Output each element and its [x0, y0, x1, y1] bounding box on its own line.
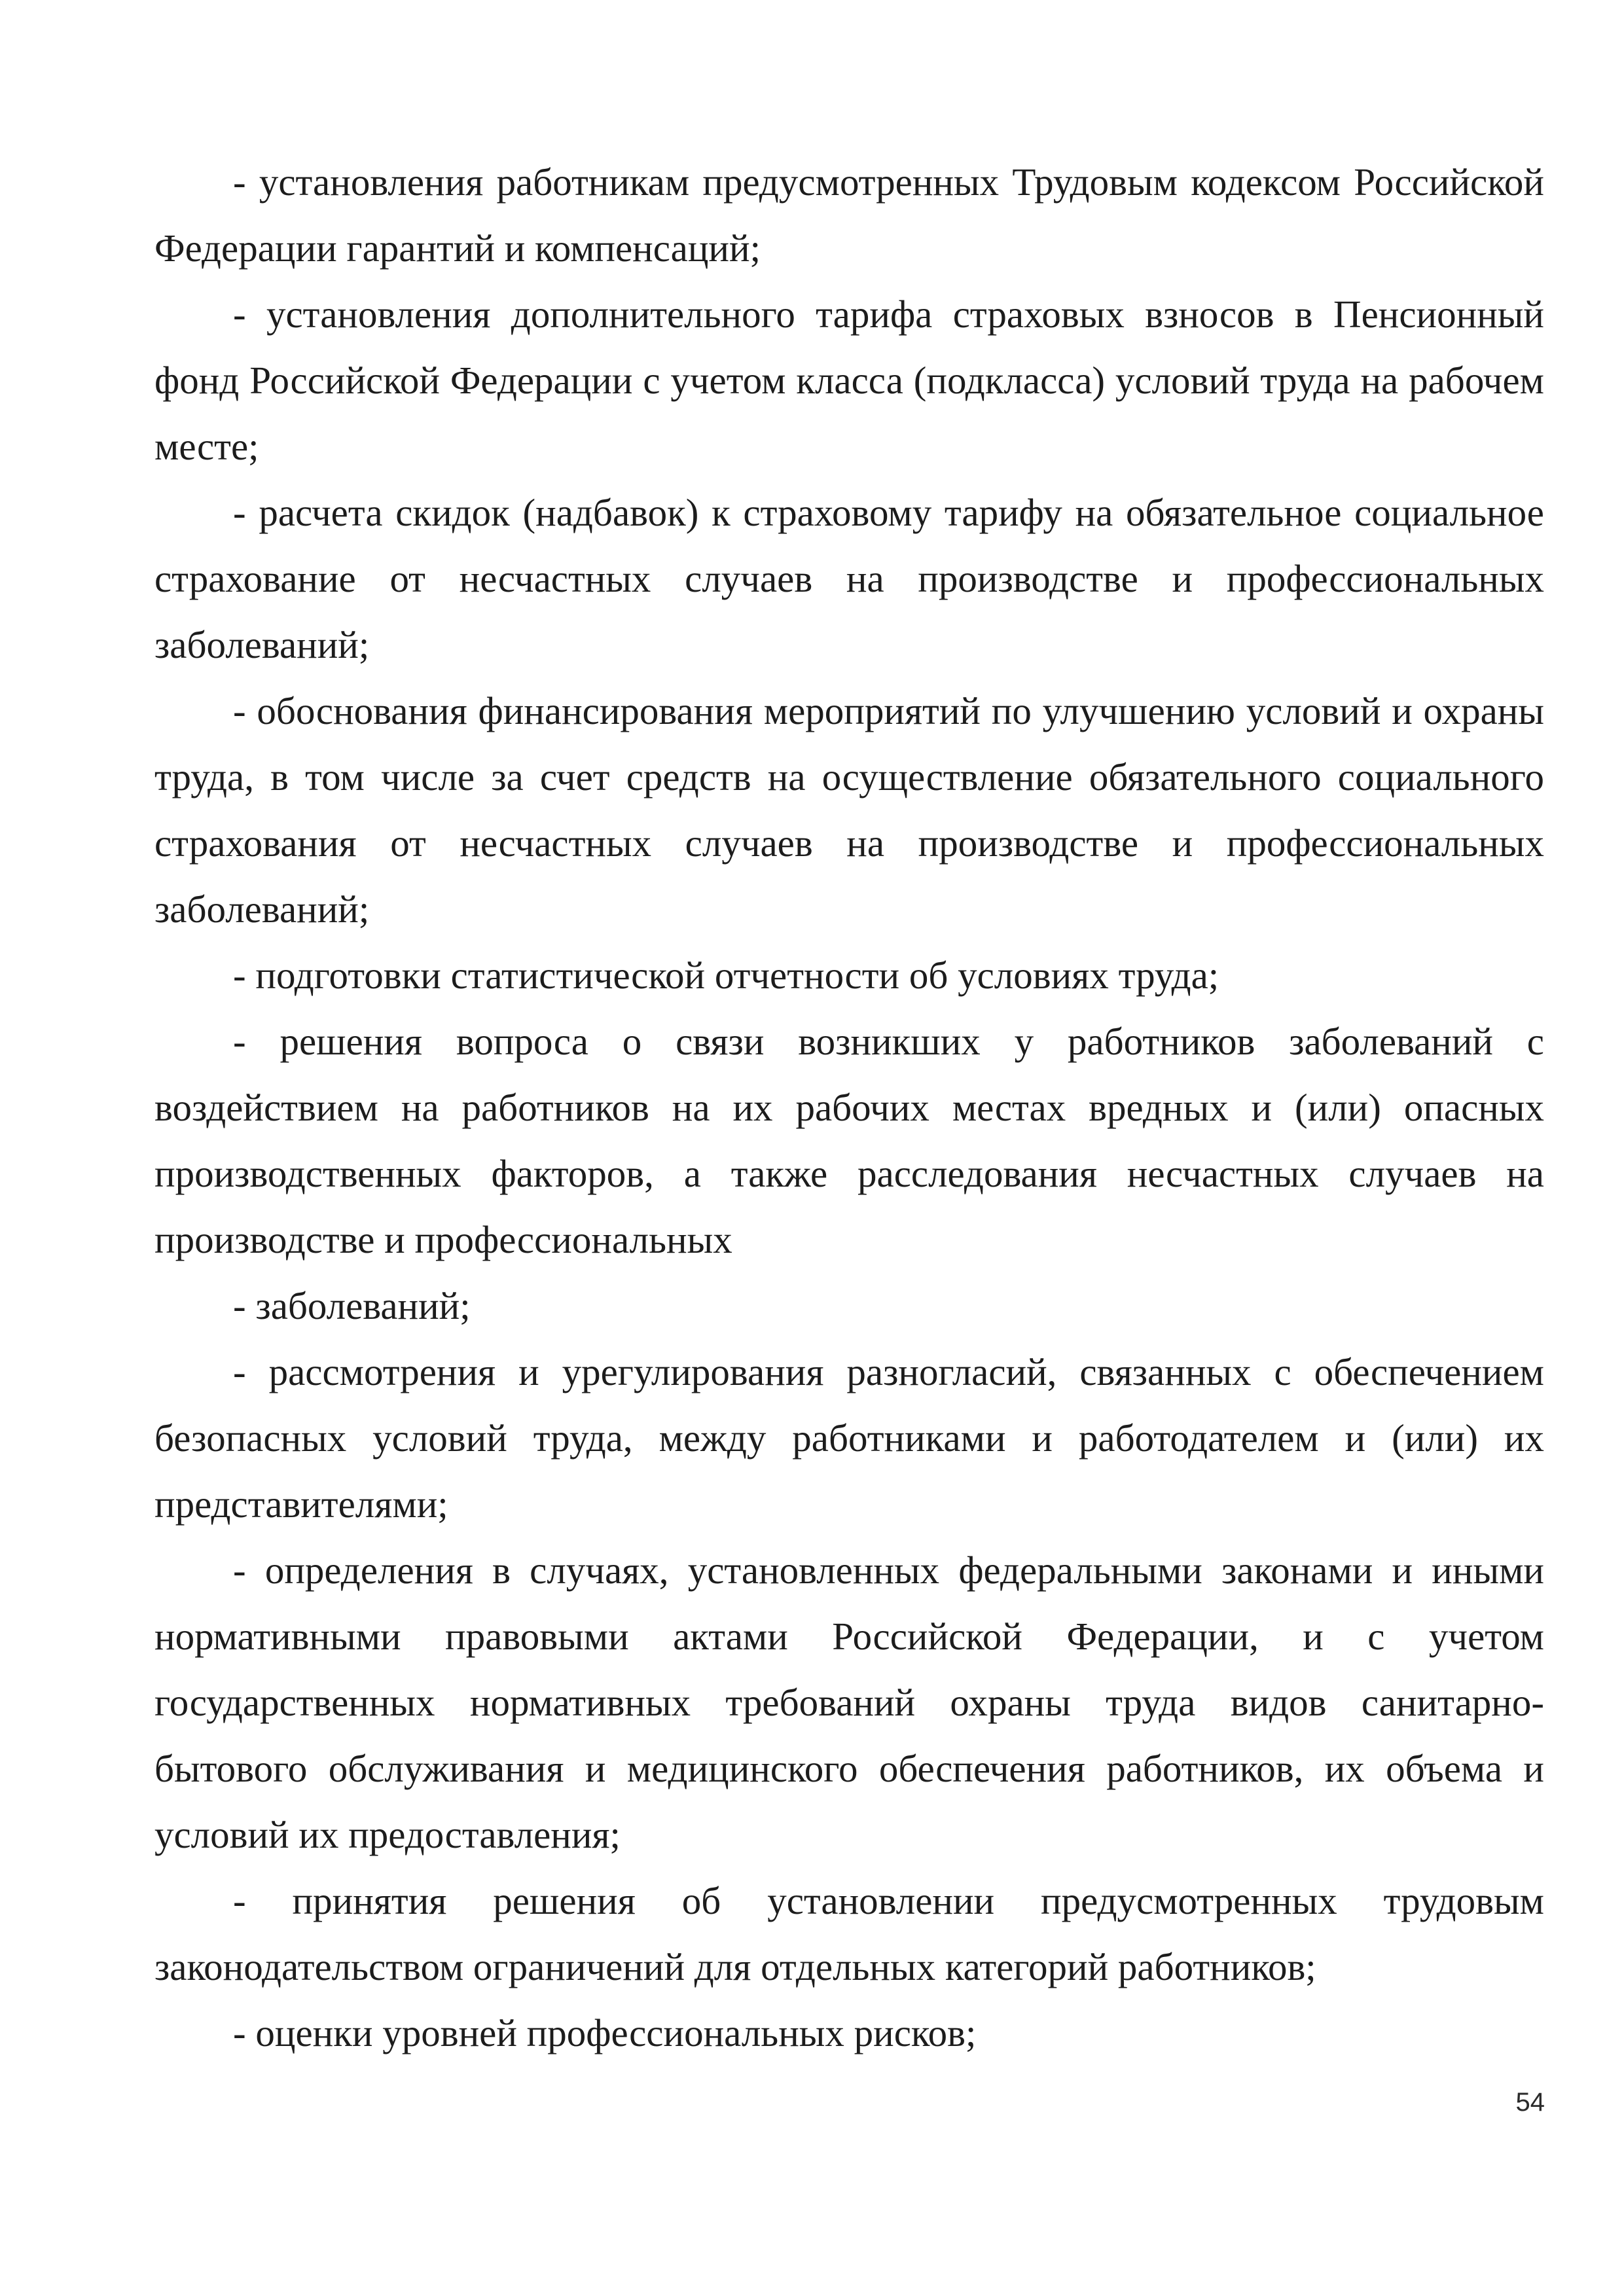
paragraph-diseases: - заболеваний;: [233, 1284, 471, 1327]
paragraph-financing: - обоснования финансирования мероприятий по улучшению условий и охраны труда, в том числе за счет средств на осуществление обязательного социального страхования от несчастных случаев на производстве и профессиональных заболеваний;: [154, 689, 1544, 931]
paragraph-statistics: - подготовки статистической отчетности об условиях труда;: [233, 954, 1219, 997]
paragraph-guarantees: - установления работникам предусмотренных Трудовым кодексом Российской Федерации гарантий и компенсаций;: [154, 160, 1544, 270]
paragraph-pension-tariff: - установления дополнительного тарифа страховых взносов в Пенсионный фонд Российской Федерации с учетом класса (подкласса) условий труда на рабочем месте;: [154, 293, 1544, 468]
body-text: [154, 149, 1544, 2066]
paragraph-disease-link: - решения вопроса о связи возникших у работников заболеваний с воздействием на работников на их рабочих местах вредных и (или) опасных производственных факторов, а также расследования несчастных случаев на производстве и профессиональных: [154, 1020, 1544, 1261]
paragraph-risk-assessment: - оценки уровней профессиональных рисков;: [233, 2011, 977, 2054]
paragraph-sanitary-services: - определения в случаях, установленных федеральными законами и иными нормативными правовыми актами Российской Федерации, и с учетом государственных нормативных требований охраны труда видов санитарно-бытового обслуживания и медицинского обеспечения работников, их объема и условий их предоставления;: [154, 1549, 1544, 1856]
paragraph-restrictions: - принятия решения об установлении предусмотренных трудовым законодательством ограничений для отдельных категорий работников;: [154, 1879, 1544, 1988]
paragraph-disputes: - рассмотрения и урегулирования разногласий, связанных с обеспечением безопасных условий труда, между работниками и работодателем и (или) их представителями;: [154, 1350, 1544, 1526]
paragraph-insurance-discounts: - расчета скидок (надбавок) к страховому тарифу на обязательное социальное страхование от несчастных случаев на производстве и профессиональных заболеваний;: [154, 491, 1544, 666]
page-number: 54: [1515, 2088, 1545, 2117]
